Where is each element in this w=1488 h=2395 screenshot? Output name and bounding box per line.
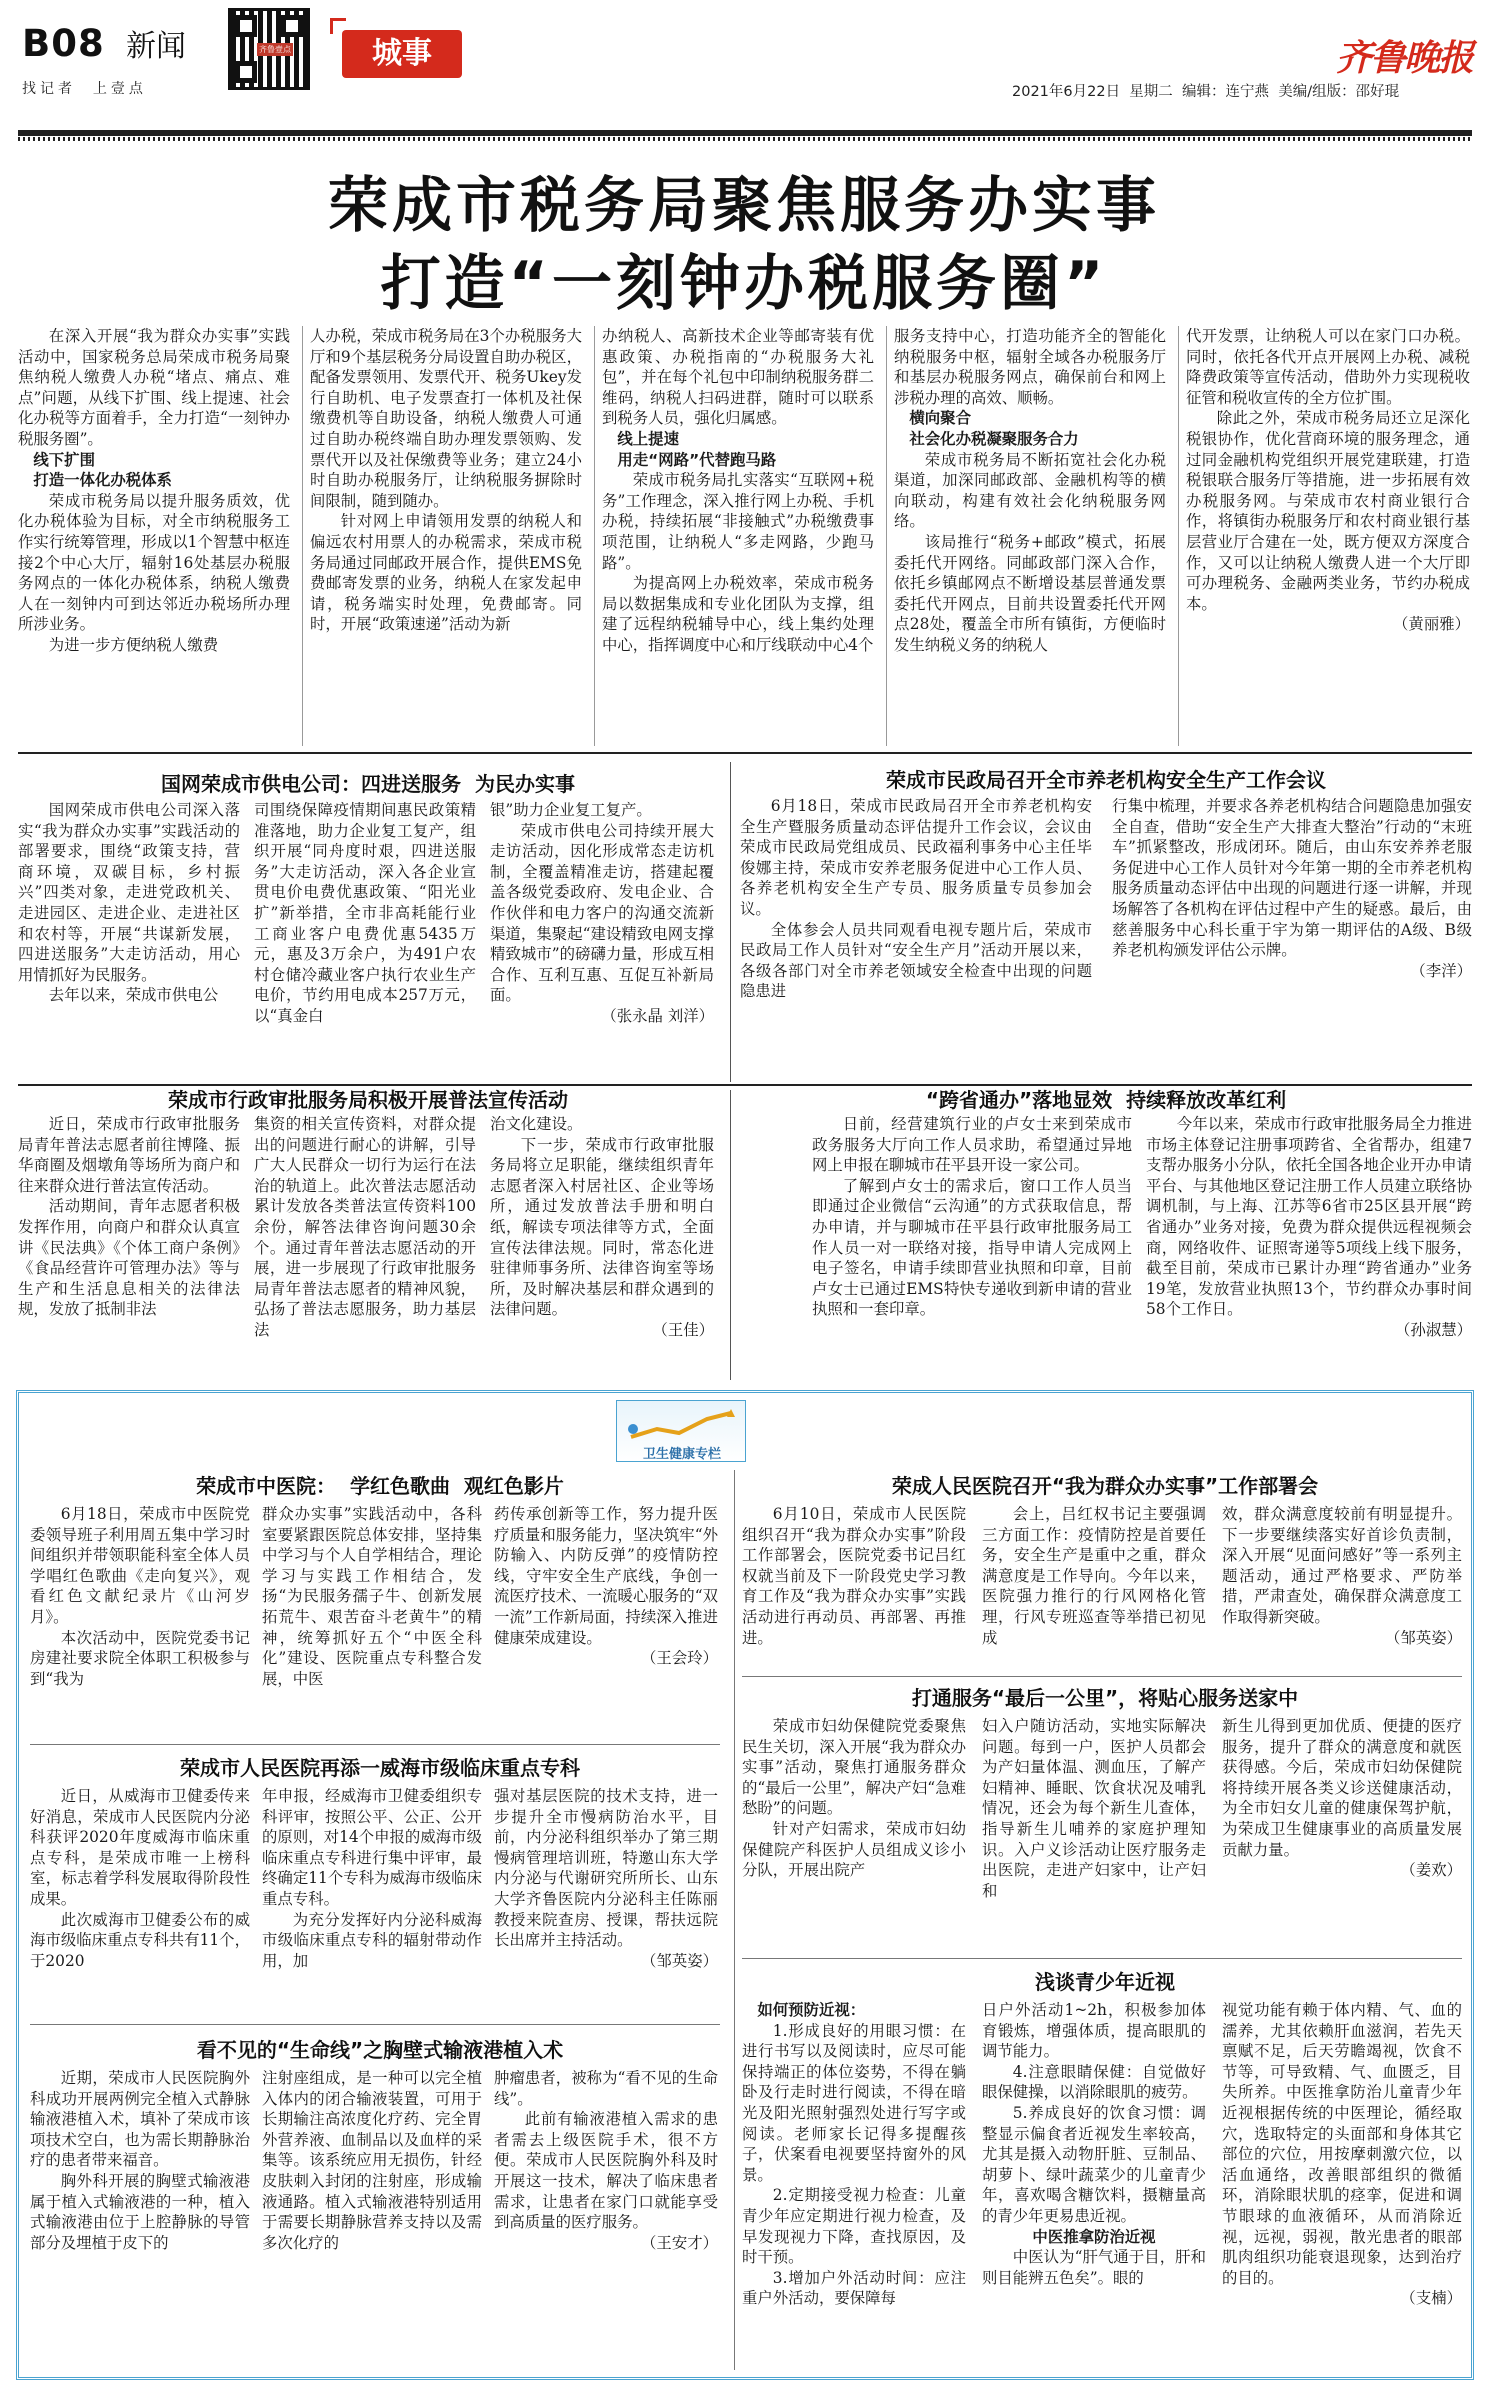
admin-col-2: 集资的相关宣传资料，对群众提出的问题进行耐心的讲解，引导广大人民群众一切行为运行在法治的轨道上。此次普法志愿活动累计发放各类普法宣传资料100余份，解答法律咨询问题30余个。通过青年普法志愿活动的开展，进一步展现了行政审批服务局青年普法志愿者的精神风貌，弘扬了普法志愿服务，助力基层法 (254, 1115, 476, 1339)
civil-title: 荣成市民政局召开全市养老机构安全生产工作会议 (886, 768, 1326, 792)
main-title-line1: 荣成市税务局聚焦服务办实事 (328, 171, 1160, 241)
byline: （王安才） (641, 2233, 718, 2252)
main-col-2: 人办税，荣成市税务局在3个办税服务大厅和9个基层税务分局设置自助办税区，配备发票领用、发票代开、税务Ukey发行自助机、电子发票查打一体机及社保缴费机等自助设备，纳税人缴费人可通过自助办税终端自助办理发票领购、发票代开以及社保缴费等业务；建立24小时自助办税服务厅，让纳税服务摒除时间限制，随到随办。 针对网上申请领用发票的纳税人和偏远农村用票人的办税需求，荣成市税务局通过同邮政开展合作，提供EMS免费邮寄发票的业务，纳税人在家发起申请，税务端实时处理，免费邮寄。同时，开展“政策速递”活动为新 (310, 327, 582, 634)
main-col-4: 服务支持中心，打造功能齐全的智能化纳税服务中枢，辐射全域各办税服务厅和基层办税服务网点，确保前台和网上涉税办理的高效、顺畅。 横向聚合 社会化办税凝聚服务合力 荣成市税务局不断拓宽社会化办税渠道，加深同邮政部、金融机构等的横向联动，构建有效社会化纳税服务网络。 该局推行“税务+邮政”模式，拓展委托代开网络。同邮政部门深入合作，依托乡镇邮网点不断增设基层普通发票委托代开网点，目前共设置委托代开网点28处，覆盖全市所有镇街，方便临时发生纳税义务的纳税人 (894, 327, 1166, 654)
admin-title: 荣成市行政审批服务局积极开展普法宣传活动 (168, 1088, 568, 1112)
main-subhead: 打造一体化办税体系 (33, 471, 172, 490)
main-subhead: 横向聚合 (909, 409, 971, 428)
wozhong-title: 荣成人民医院召开“我为群众办实事”工作部署会 (891, 1474, 1319, 1498)
main-col-3: 办纳税人、高新技术企业等邮寄装有优惠政策、办税指南的“办税服务大礼包”，并在每个礼包中印制纳税服务群二维码，纳税人扫码进群，随时可以联系到税务人员，强化归属感。 线上提速 用走“网路”代替跑马路 荣成市税务局扎实落实“互联网+税务”工作理念，深入推行网上办税、手机办税，持续拓展“非接触式”办税缴费事项范围，让纳税人“多走网路，少跑马路”。 为提高网上办税效率，荣成市税务局以数据集成和专业化团队为支撑，组建了远程纳税辅导中心，线上集约处理中心，指挥调度中心和厅线联动中心4个 (602, 327, 874, 654)
civil-col-2: 行集中梳理，并要求各养老机构结合问题隐患加强安全自查，借助“安全生产大排查大整治”行动的“末班车”抓紧整改，形成闭环。随后，由山东安养养老服务促进中心工作人员针对今年第一期的全市养老机构服务质量动态评估中出现的问题进行逐一讲解，并现场解答了各机构在评估过程中产生的疑惑。最后，由慈善服务中心科长重于宇为第一期评估的A级、B级养老机构颁发评估公示牌。 （李洋） (1112, 797, 1472, 980)
zhongyi-col-3: 药传承创新等工作，努力提升医疗质量和服务能力，坚决筑牢“外防输入、内防反弹”的疫情防控线，守牢安全生产底线，争创一流医疗技术、一流暖心服务的“双一流”工作新局面，持续深入推进健康荣成建设。 （王会玲） (494, 1505, 718, 1668)
weihai-title: 荣成市人民医院再添一威海市级临床重点专科 (180, 1756, 580, 1780)
byline: （李洋） (1410, 961, 1472, 980)
byline: （王佳） (652, 1320, 714, 1339)
qr-label: 齐鲁壹点 (259, 45, 291, 54)
kuasheng-col-2: 今年以来，荣成市行政审批服务局全力推进市场主体登记注册事项跨省、全省帮办，组建7支帮办服务小分队，依托全国各地企业开办申请平台、与其他地区登记注册工作人员建立联络协调机制，与上海、江苏等6省市25区县开展“跨省通办”业务对接，免费为群众提供远程视频会商，网络收件、证照寄递等5项线上线下服务，截至目前，荣成市已累计办理“跨省通办”业务19笔，发放营业执照13个，节约群众办事时间58个工作日。 （孙淑慧） (1146, 1115, 1472, 1339)
byline: （王会玲） (641, 1649, 718, 1668)
main-subhead: 线上提速 (617, 429, 679, 448)
main-subhead: 社会化办税凝聚服务合力 (909, 429, 1079, 448)
health-logo-text: 卫生健康专栏 (642, 1447, 721, 1462)
weihai-col-3: 强对基层医院的技术支持，进一步提升全市慢病防治水平，目前，内分泌科组织举办了第三期慢病管理培训班，特邀山东大学内分泌与代谢研究所所长、山东大学齐鲁医院内分泌科主任陈丽教授来院查房、授课，帮扶远院长出席并主持活动。 （邹英姿） (494, 1787, 718, 1970)
main-subhead: 线下扩围 (33, 450, 95, 469)
header-rule-dots (18, 137, 1472, 141)
header-rule (18, 130, 1472, 136)
byline: （邹英姿） (1385, 1628, 1462, 1647)
hotline-text: 找记者 上壹点 (22, 81, 147, 97)
date-line: 2021年6月22日 星期二 编辑：连宁燕 美编/组版：邵好琨 (1012, 84, 1400, 100)
wozhong-col-3: 效，群众满意度较前有明显提升。下一步要继续落实好首诊负责制，深入开展“见面问感好”等一系列主题活动，通过严格要求、严防举措，严肃查处，确保群众满意度工作取得新突破。 （邹英姿） (1222, 1505, 1462, 1647)
picc-col-3: 肿瘤患者，被称为“看不见的生命线”。 此前有输液港植入需求的患者需去上级医院手术，很不方便。荣成市人民医院胸外科及时开展这一技术，解决了临床患者需求，让患者在家门口就能享受到高质量的医疗服务。 （王安才） (494, 2069, 718, 2252)
section-name: 新闻 (126, 29, 186, 64)
main-col-1: 在深入开展“我为群众办实事”实践活动中，国家税务总局荣成市税务局聚焦纳税人缴费人办税“堵点、痛点、难点”问题，从线下扩围、线上提速、社会化办税等方面着手，全力打造“一刻钟办税服务圈”。 线下扩围 打造一体化办税体系 荣成市税务局以提升服务质效，优化办税体验为目标，对全市纳税服务工作实行统筹管理，形成以1个智慧中枢连接2个中心大厅，辐射16处基层办税服务网点的一体化办税体系，纳税人缴费人在一刻钟内可到达邻近办税场所办理所涉业务。 为进一步方便纳税人缴费 (18, 327, 290, 654)
zhongyi-col-1: 6月18日，荣成市中医院党委领导班子利用周五集中学习时间组织并带领职能科室全体人员学唱红色歌曲《走向复兴》，观看红色文献纪录片《山河岁月》。 本次活动中，医院党委书记房建社要求院全体职工积极参与到“我为 (30, 1505, 250, 1688)
fuyou-title: 打通服务“最后一公里”，将贴心服务送家中 (911, 1686, 1299, 1710)
myopia-question: 如何预防近视： (757, 2001, 866, 2019)
admin-col-3: 治文化建设。 下一步，荣成市行政审批服务局将立足职能，继续组织青年志愿者深入村居社区、企业等场所，通过发放普法手册和明白纸，解读专项法律等方式，全面宣传法律法规。同时，常态化进驻律师事务所、法律咨询室等场所，及时解决基层和群众遇到的法律问题。 （王佳） (490, 1115, 714, 1339)
picc-col-1: 近期，荣成市人民医院胸外科成功开展两例完全植入式静脉输液港植入术，填补了荣成市该项技术空白，也为需长期静脉治疗的患者带来福音。 胸外科开展的胸壁式输液港属于植入式输液港的一种，植入式输液港由位于上腔静脉的导管部分及埋植于皮下的 (30, 2069, 250, 2252)
section-tab-label: 城事 (372, 36, 432, 71)
power-col-1: 国网荣成市供电公司深入落实“我为群众办实事”实践活动的部署要求，围绕“政策支持，营商环境，双碳目标，乡村振兴”四类对象，走进党政机关、走进园区、走进企业、走进社区和农村等，开展“共谋新发展，四进送服务”大走访活动，用心用情抓好为民服务。 去年以来，荣成市供电公 (18, 801, 240, 1005)
myopia-col-1: 如何预防近视： 1.形成良好的用眼习惯：在进行书写以及阅读时，应尽可能保持端正的体位姿势，不得在躺卧及行走时进行阅读，不得在暗光及阳光照射强烈处进行写字或阅读。老师家长记得多提醒孩子，伏案看电视要坚持窗外的风景。 2.定期接受视力检查：儿童青少年应定期进行视力检查，及早发现视力下降，查找原因，及时干预。 3.增加户外活动时间：应注重户外活动，要保障每 (742, 2001, 966, 2308)
myopia-title: 浅谈青少年近视 (1035, 1970, 1175, 1994)
fuyou-col-1: 荣成市妇幼保健院党委聚焦民生关切，深入开展“我为群众办实事”活动，聚焦打通服务群众的“最后一公里”，解决产妇“急难愁盼”的问题。 针对产妇需求，荣成市妇幼保健院产科医护人员组成义诊小分队，开展出院产 (742, 1717, 966, 1880)
health-logo (616, 1400, 746, 1462)
chart-arrow-icon (627, 1407, 737, 1443)
power-col-3: 银”助力企业复工复产。 荣成市供电公司持续开展大走访活动，因化形成常态走访机制，全覆盖精准走访，搭建起覆盖各级党委政府、发电企业、合作伙伴和电力客户的沟通交流新渠道，集聚起“建设精致电网支撑精致城市”的磅礴力量，形成互相合作、互利互惠、互促互补新局面。 （张永晶 刘洋） (490, 801, 714, 1025)
zhongyi-col-2: 群众办实事”实践活动中，各科室要紧跟医院总体安排，坚持集中学习与个人自学相结合，理论学习与实践工作相结合，发扬“为民服务孺子牛、创新发展拓荒牛、艰苦奋斗老黄牛”的精神，统筹抓好五个“中医全科化”建设、医院重点专科整合发展，中医 (262, 1505, 482, 1688)
myopia-col-3: 视觉功能有赖于体内精、气、血的濡养，尤其依赖肝血滋润，若先天禀赋不足，后天劳瞻竭视，饮食不节等，可导致精、气、血匮乏，目失所养。中医推拿防治儿童青少年近视根据传统的中医理论，循经取穴，选取特定的头面部和身体其它部位的穴位，用按摩刺激穴位，以活血通络，改善眼部组织的微循环，消除眼状肌的痉挛，促进和调节眼球的血液循环，从而消除近视，远视，弱视，散光患者的眼部肌肉组织功能衰退现象，达到治疗的目的。 （支楠） (1222, 2001, 1462, 2308)
byline: （黄丽雅） (1393, 615, 1470, 634)
byline: （姜欢） (1400, 1861, 1462, 1880)
zhongyi-title: 荣成市中医院： 学红色歌曲 观红色影片 (196, 1474, 564, 1498)
weihai-col-2: 年申报，经威海市卫健委组织专科评审，按照公平、公正、公开的原则，对14个申报的威海市级临床重点专科进行集中评审，最终确定11个专科为威海市级临床重点专科。 为充分发挥好内分泌科威海市级临床重点专科的辐射带动作用，加 (262, 1787, 482, 1970)
main-title-line2: 打造“一刻钟办税服务圈” (380, 249, 1108, 319)
brand-logo: 齐鲁晚报 (1336, 37, 1473, 79)
power-col-2: 司围绕保障疫情期间惠民政策精准落地，助力企业复工复产，组织开展“同舟度时艰，四进送服务”大走访活动，深入各企业宣贯电价电费优惠政策、“阳光业扩”新举措，全市非高耗能行业工商业客户电费优惠5435万元，惠及3万余户，为491户农村仓储冷藏业客户执行农业生产电价，节约用电成本257万元，以“真金白 (254, 801, 476, 1025)
admin-col-1: 近日，荣成市行政审批服务局青年普法志愿者前往博隆、振华商圈及烟墩角等场所为商户和往来群众进行普法宣传活动。 活动期间，青年志愿者积极发挥作用，向商户和群众认真宣讲《民法典》《个体工商户条例》《食品经营许可管理办法》等与生产和生活息息相关的法律法规，发放了抵制非法 (18, 1115, 240, 1319)
masthead (0, 0, 1488, 140)
wozhong-col-1: 6月10日，荣成市人民医院组织召开“我为群众办实事”阶段工作部署会，医院党委书记吕红权就当前及下一阶段党史学习教育工作及“我为群众办实事”实践活动进行再动员、再部署、再推进。 (742, 1505, 966, 1647)
fuyou-col-2: 妇入户随访活动，实地实际解决问题。每到一户，医护人员都会为产妇量体温、测血压，了解产妇精神、睡眠、饮食状况及哺乳情况，还会为每个新生儿查体，指导新生儿哺养的家庭护理知识。入户义诊活动让医疗服务走出医院，走进产妇家中，让产妇和 (982, 1717, 1206, 1900)
fuyou-col-3: 新生儿得到更加优质、便捷的医疗服务，提升了群众的满意度和就医获得感。今后，荣成市妇幼保健院将持续开展各类义诊送健康活动，为全市妇女儿童的健康保驾护航，为荣成卫生健康事业的高质量发展贡献力量。 （姜欢） (1222, 1717, 1462, 1880)
byline: （支楠） (1400, 2289, 1462, 2308)
kuasheng-col-1: 日前，经营建筑行业的卢女士来到荣成市政务服务大厅向工作人员求助，希望通过异地网上申报在聊城市茌平县开设一家公司。 了解到卢女士的需求后，窗口工作人员当即通过企业微信“云沟通”的方式获取信息，帮办申请，并与聊城市茌平县行政审批服务局工作人员一对一联络对接，指导申请人完成网上电子签名，申请手续即营业执照和印章，目前卢女士已通过EMS特快专递收到新申请的营业执照和一套印章。 (812, 1115, 1132, 1319)
main-subhead: 用走“网路”代替跑马路 (617, 450, 777, 469)
page-number: B08 (22, 22, 105, 65)
civil-col-1: 6月18日，荣成市民政局召开全市养老机构安全生产暨服务质量动态评估提升工作会议，会议由荣成市民政局党组成员、民政福利事务中心主任毕俊娜主持，荣成市安养老服务促进中心工作人员、各养老机构安全生产专员、服务质量专员参加会议。 全体参会人员共同观看电视专题片后，荣成市民政局工作人员针对“安全生产月”活动开展以来，各级各部门对全市养老领域安全检查中出现的问题隐患进 (740, 797, 1092, 1001)
byline: （张永晶 刘洋） (601, 1006, 714, 1025)
section-tab (342, 30, 462, 78)
picc-col-2: 注射座组成，是一种可以完全植入体内的闭合输液装置，可用于长期输注高浓度化疗药、完全胃外营养液、血制品以及血样的采集等。该系统应用无损伤，针经皮肤刺入封闭的注射座，形成输液通路。植入式输液港特别适用于需要长期静脉营养支持以及需多次化疗的 (262, 2069, 482, 2252)
weihai-col-1: 近日，从威海市卫健委传来好消息，荣成市人民医院内分泌科获评2020年度威海市临床重点专科，是荣成市唯一上榜科室，标志着学科发展取得阶段性成果。 此次威海市卫健委公布的威海市级临床重点专科共有11个，于2020 (30, 1787, 250, 1970)
power-title: 国网荣成市供电公司：四进送服务 为民办实事 (161, 772, 575, 796)
picc-title: 看不见的“生命线”之胸壁式输液港植入术 (196, 2038, 564, 2062)
kuasheng-title: “跨省通办”落地显效 持续释放改革红利 (925, 1088, 1287, 1112)
wozhong-col-2: 会上，吕红权书记主要强调三方面工作：疫情防控是首要任务，安全生产是重中之重，群众满意度是工作导向。今年以来，医院强力推行的行风网格化管理，行风专班巡查等举措已初见成 (982, 1505, 1206, 1647)
byline: （邹英姿） (641, 1951, 718, 1970)
myopia-col-2: 日户外活动1~2h，积极参加体育锻炼，增强体质，提高眼肌的调节能力。 4.注意眼睛保健：自觉做好眼保健操，以消除眼肌的疲劳。 5.养成良好的饮食习惯：调整显示偏食者近视发生率较高，尤其是摄入动物肝脏、豆制品、胡萝卜、绿叶蔬菜少的儿童青少年，喜欢喝含糖饮料，摄糖量高的青少年更易患近视。 中医推拿防治近视 中医认为“肝气通于目，肝和则目能辨五色矣”。眼的 (982, 2001, 1206, 2287)
qr-code[interactable] (228, 8, 310, 90)
main-col-5: 代开发票，让纳税人可以在家门口办税。同时，依托各代开点开展网上办税、减税降费政策等宣传活动，借助外力实现税收征管和税收宣传的全方位扩围。 除此之外，荣成市税务局还立足深化税银协作，优化营商环境的服务理念，通过同金融机构党组织开展党建联建，打造税银联合服务厅等措施，进一步拓展有效办税服务网。与荣成市农村商业银行合作，将镇街办税服务厅和农村商业银行基层营业厅合建在一处，既方便双方深度合作，又可以让纳税人缴费人进一个大厅即可办理税务、金融两类业务，节约办税成本。 （黄丽雅） (1186, 327, 1470, 634)
myopia-subhead: 中医推拿防治近视 (1032, 2227, 1156, 2246)
byline: （孙淑慧） (1395, 1320, 1472, 1339)
